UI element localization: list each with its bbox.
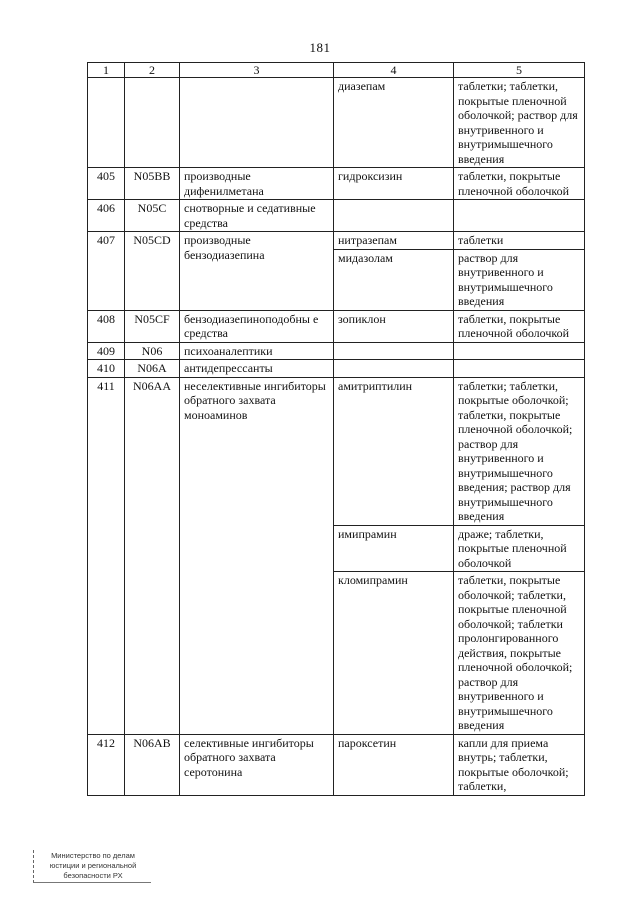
row-number-cell: 408 bbox=[88, 310, 125, 342]
header-cell-5: 5 bbox=[454, 63, 585, 78]
table-row bbox=[88, 200, 585, 232]
group-name-cell: производные дифенилметана bbox=[180, 168, 334, 200]
atc-code-cell: N05CD bbox=[125, 232, 180, 311]
table-row bbox=[88, 342, 585, 360]
atc-code-cell: N06AA bbox=[125, 377, 180, 734]
drug-name-cell: кломипрамин bbox=[334, 572, 454, 735]
header-cell-1: 1 bbox=[88, 63, 125, 78]
atc-code-cell: N05C bbox=[125, 200, 180, 232]
table-row bbox=[88, 377, 585, 525]
dosage-form-cell: таблетки; таблетки, покрытые оболочкой; таблетки, покрытые пленочной оболочкой; раствор для внутривенного и внутримышечного введения; раствор для внутримышечного введения bbox=[454, 377, 585, 525]
dosage-form-cell bbox=[454, 342, 585, 360]
dosage-form-cell: капли для приема внутрь; таблетки, покрытые оболочкой; таблетки, bbox=[454, 734, 585, 795]
atc-code-cell: N06 bbox=[125, 342, 180, 360]
row-number-cell: 411 bbox=[88, 377, 125, 734]
stamp-line: Министерство по делам bbox=[51, 851, 135, 860]
drug-name-cell: мидазолам bbox=[334, 249, 454, 310]
row-number-cell bbox=[88, 78, 125, 168]
atc-code-cell: N05BB bbox=[125, 168, 180, 200]
group-name-cell: селективные ингибиторы обратного захвата серотонина bbox=[180, 734, 334, 795]
dosage-form-cell: таблетки, покрытые пленочной оболочкой bbox=[454, 168, 585, 200]
group-name-cell bbox=[180, 78, 334, 168]
group-name-cell: бензодиазепиноподобны е средства bbox=[180, 310, 334, 342]
dosage-form-cell: таблетки, покрытые пленочной оболочкой bbox=[454, 310, 585, 342]
group-name-cell: антидепрессанты bbox=[180, 360, 334, 378]
dosage-form-cell: таблетки, покрытые оболочкой; таблетки, покрытые пленочной оболочкой; таблетки пролонгированного действия, покрытые пленочной оболочкой; раствор для внутривенного и внутримышечного введения bbox=[454, 572, 585, 735]
atc-code-cell: N06AB bbox=[125, 734, 180, 795]
drug-name-cell bbox=[334, 360, 454, 378]
group-name-cell: психоаналептики bbox=[180, 342, 334, 360]
drug-name-cell bbox=[334, 342, 454, 360]
stamp-line: юстиции и региональной bbox=[49, 861, 137, 870]
table-row bbox=[88, 232, 585, 250]
medication-table bbox=[87, 62, 585, 796]
drug-name-cell bbox=[334, 200, 454, 232]
registration-stamp bbox=[33, 850, 151, 883]
row-number-cell: 409 bbox=[88, 342, 125, 360]
atc-code-cell: N05CF bbox=[125, 310, 180, 342]
table-row bbox=[88, 360, 585, 378]
header-cell-2: 2 bbox=[125, 63, 180, 78]
drug-name-cell: имипрамин bbox=[334, 525, 454, 572]
drug-name-cell: нитразепам bbox=[334, 232, 454, 250]
row-number-cell: 405 bbox=[88, 168, 125, 200]
drug-name-cell: пароксетин bbox=[334, 734, 454, 795]
group-name-cell: снотворные и седативные средства bbox=[180, 200, 334, 232]
row-number-cell: 410 bbox=[88, 360, 125, 378]
dosage-form-cell: драже; таблетки, покрытые пленочной оболочкой bbox=[454, 525, 585, 572]
header-cell-3: 3 bbox=[180, 63, 334, 78]
row-number-cell: 406 bbox=[88, 200, 125, 232]
stamp-line: безопасности РХ bbox=[63, 871, 123, 880]
table-row bbox=[88, 310, 585, 342]
dosage-form-cell: раствор для внутривенного и внутримышечного введения bbox=[454, 249, 585, 310]
drug-name-cell: диазепам bbox=[334, 78, 454, 168]
header-cell-4: 4 bbox=[334, 63, 454, 78]
group-name-cell: производные бензодиазепина bbox=[180, 232, 334, 311]
drug-name-cell: зопиклон bbox=[334, 310, 454, 342]
table-row bbox=[88, 734, 585, 795]
row-number-cell: 407 bbox=[88, 232, 125, 311]
drug-name-cell: гидроксизин bbox=[334, 168, 454, 200]
atc-code-cell bbox=[125, 78, 180, 168]
dosage-form-cell: таблетки bbox=[454, 232, 585, 250]
page-number: 181 bbox=[309, 40, 331, 55]
drug-name-cell: амитриптилин bbox=[334, 377, 454, 525]
table-row bbox=[88, 168, 585, 200]
table-header-row bbox=[88, 63, 585, 78]
dosage-form-cell: таблетки; таблетки, покрытые пленочной оболочкой; раствор для внутривенного и внутримышечного введения bbox=[454, 78, 585, 168]
group-name-cell: неселективные ингибиторы обратного захвата моноаминов bbox=[180, 377, 334, 734]
table-row bbox=[88, 78, 585, 168]
atc-code-cell: N06A bbox=[125, 360, 180, 378]
row-number-cell: 412 bbox=[88, 734, 125, 795]
dosage-form-cell bbox=[454, 200, 585, 232]
dosage-form-cell bbox=[454, 360, 585, 378]
